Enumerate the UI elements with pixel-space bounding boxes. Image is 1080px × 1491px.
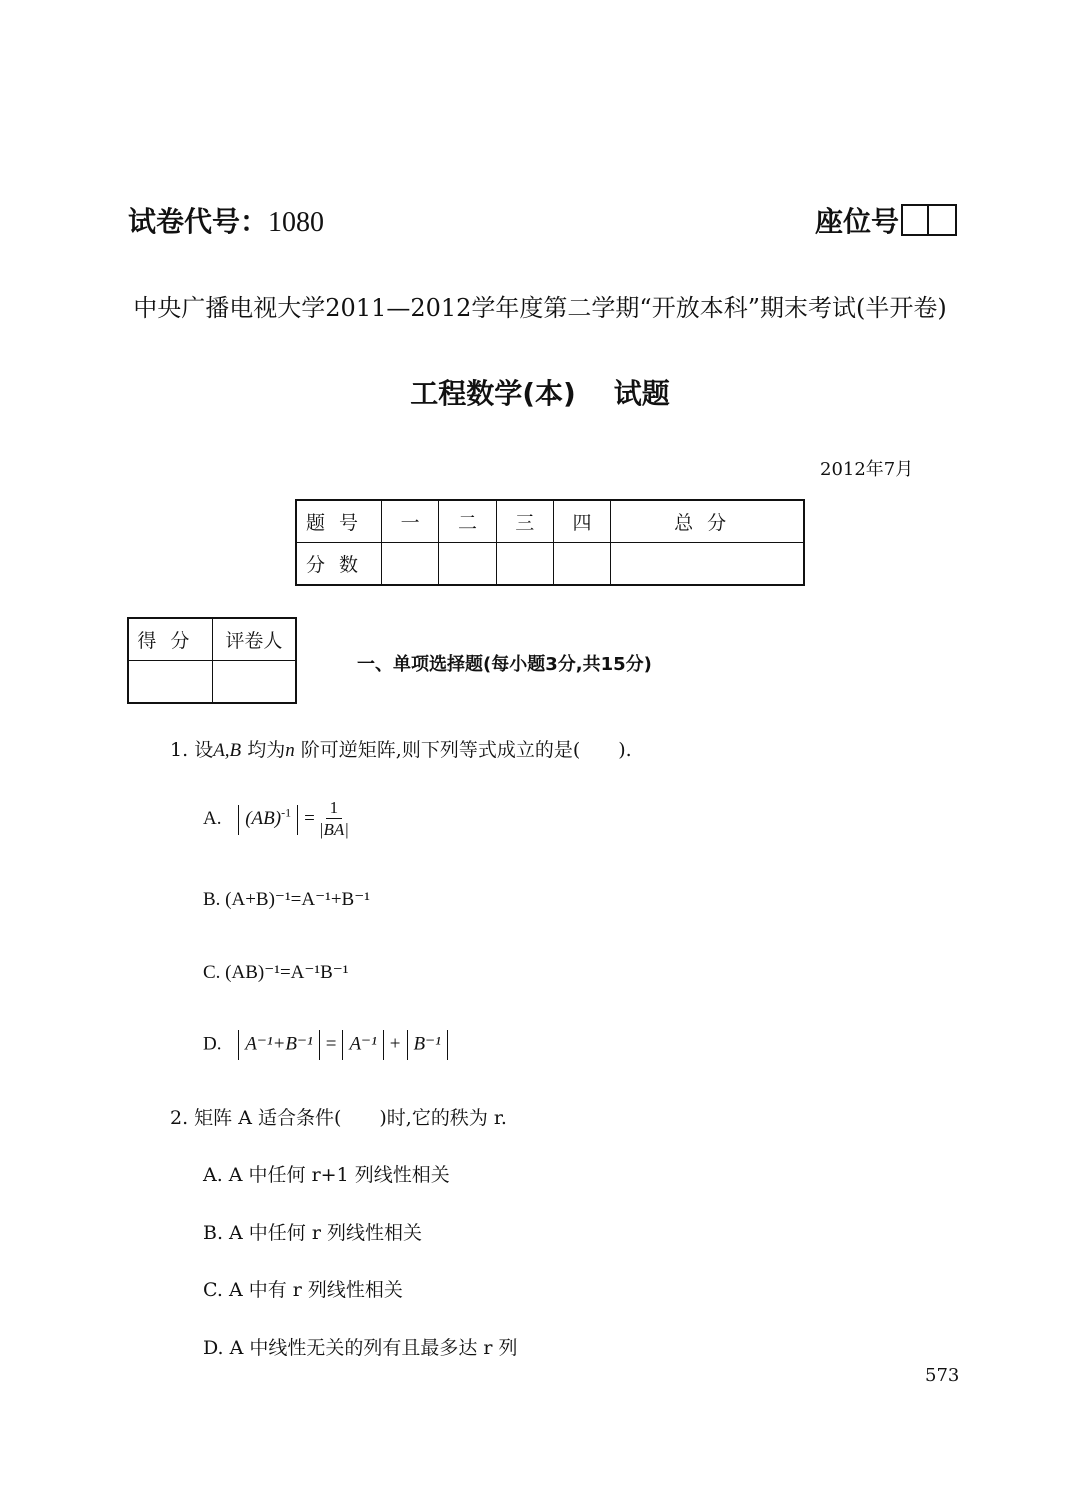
question-variable: A,B: [213, 740, 242, 761]
seat-number-boxes: [901, 204, 957, 236]
score-cell: [553, 543, 610, 586]
score-table-header: 题号: [296, 500, 382, 543]
score-table-column: 四: [553, 500, 610, 543]
section-title: 一、单项选择题(每小题3分,共15分): [357, 654, 652, 675]
question-1: [170, 735, 632, 762]
seat-box: [929, 204, 957, 236]
exam-code-value: 1080: [268, 207, 325, 238]
page-number: 573: [925, 1365, 960, 1386]
seat-box: [901, 204, 929, 236]
question-text: 设: [194, 739, 214, 761]
option-label: A.: [203, 807, 222, 829]
score-table-column: 总分: [611, 500, 804, 543]
exam-code: [128, 200, 324, 240]
grader-name-cell: [212, 661, 296, 704]
score-table: [295, 499, 805, 586]
seat-number: [815, 200, 957, 240]
question-variable: n: [285, 740, 295, 761]
option-label: D.: [203, 1033, 222, 1055]
exam-code-label: 试卷代号：: [128, 205, 269, 238]
subject-suffix: 试题: [613, 377, 670, 410]
score-cell: [496, 543, 553, 586]
exam-title: 中央广播电视大学2011—2012学年度第二学期“开放本科”期末考试(半开卷): [133, 294, 947, 322]
score-table-column: 二: [439, 500, 496, 543]
subject-title: [0, 372, 1080, 412]
option-d-term-2: B⁻¹: [413, 1033, 441, 1055]
fraction-denominator: |BA|: [318, 820, 349, 839]
exam-date: 2012年7月: [820, 459, 914, 480]
q1-option-c: C. (AB)⁻¹=A⁻¹B⁻¹: [203, 962, 349, 983]
score-table-header: 分数: [296, 543, 382, 586]
q2-option-d: D. A 中线性无关的列有且最多达 r 列: [203, 1337, 518, 1359]
option-d-lhs: A⁻¹+B⁻¹: [245, 1033, 313, 1055]
subject-name: 工程数学(本): [410, 377, 576, 410]
question-2: 2. 矩阵 A 适合条件( )时,它的秩为 r.: [170, 1107, 507, 1129]
question-number: 1.: [170, 739, 189, 761]
score-table-row: [296, 500, 804, 543]
score-table-row: [296, 543, 804, 586]
score-cell: [611, 543, 804, 586]
score-cell: [439, 543, 496, 586]
score-table-column: 一: [382, 500, 439, 543]
fraction-numerator: 1: [326, 798, 343, 819]
option-a-fraction: [319, 798, 349, 841]
grader-name-header: 评卷人: [212, 618, 296, 661]
grader-table-row: [128, 661, 296, 704]
score-cell: [382, 543, 439, 586]
grader-score-cell: [128, 661, 212, 704]
q1-option-d: D. A⁻¹+B⁻¹ = A⁻¹ + B⁻¹: [203, 1030, 454, 1060]
option-a-exponent: -1: [281, 805, 292, 820]
seat-number-label: 座位号: [815, 205, 900, 238]
grader-score-header: 得分: [128, 618, 212, 661]
grader-table: [127, 617, 297, 704]
score-table-column: 三: [496, 500, 553, 543]
q1-option-b: B. (A+B)⁻¹=A⁻¹+B⁻¹: [203, 889, 370, 910]
option-d-term-1: A⁻¹: [349, 1033, 377, 1055]
q2-option-a: A. A 中任何 r+1 列线性相关: [203, 1164, 450, 1186]
question-text: 阶可逆矩阵,则下列等式成立的是( ).: [300, 739, 632, 761]
option-a-lhs: (AB): [245, 807, 282, 829]
q2-option-b: B. A 中任何 r 列线性相关: [203, 1222, 422, 1244]
q2-option-c: C. A 中有 r 列线性相关: [203, 1279, 403, 1301]
grader-table-row: [128, 618, 296, 661]
q1-option-a: A. (AB)$^{-1}$ = $\frac{1}{|BA|}$: [203, 798, 349, 839]
question-text: 均为: [247, 739, 286, 761]
